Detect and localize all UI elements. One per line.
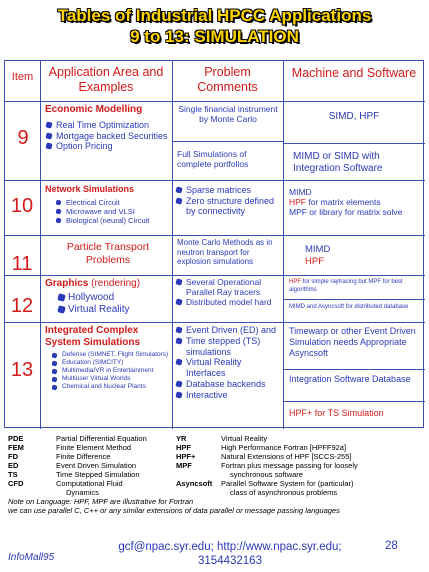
glossary-key: MPF [176,461,192,470]
footer-contact [90,540,370,568]
col-divider [40,61,41,429]
glossary-key: HPF [176,443,191,452]
row-divider [5,235,425,236]
area-title: Graphics [45,278,89,289]
list-item: Sparse matrices [175,185,281,196]
glossary-right [176,434,426,496]
machine-split [283,401,425,402]
problem-cell [175,185,281,217]
col-divider [172,61,173,429]
glossary-value: Natural Extensions of HPF [SCCS-255] [221,452,352,461]
page-number: 28 [385,540,398,552]
machine-line: HPF [305,256,324,267]
row-divider [5,180,425,181]
row-divider [5,275,425,276]
list-item: Multiuser Virtual Worlds [51,375,171,383]
machine-split [283,369,425,370]
area-list [45,198,171,225]
item-number: 9 [17,127,29,149]
footer-brand: InfoMall95 [8,552,55,563]
machine-line: MIMD [289,187,312,197]
header-problem: Problem Comments [197,65,258,94]
area-list [45,292,171,316]
area-title-line [45,278,171,290]
list-item: Chemical and Nuclear Plants [51,383,171,391]
list-item: Several Operational Parallel Ray tracers [175,277,282,297]
problem-list [175,325,283,401]
list-item: Virtual Reality Interfaces [175,357,283,379]
area-title: Network Simulations [45,184,135,194]
area-cell [45,241,171,267]
hpf-label: HPF [289,279,301,285]
footer-phone: 3154432163 [198,555,262,567]
glossary-key: TS [8,470,18,479]
item-number: 13 [10,359,34,381]
machine-split [283,299,425,300]
list-item: Event Driven (ED) and [175,325,283,336]
glossary-key: ED [8,461,19,470]
list-item: Hollywood [57,292,171,304]
list-item: Real Time Optimization [45,120,171,131]
problem-cell [175,325,283,401]
list-item: Multimedia/VR in Entertainment [51,367,171,375]
item-number: 11 [11,253,33,275]
problem-cell [175,277,282,307]
glossary-value: Partial Differential Equation [56,434,147,443]
glossary-value: Finite Element Method [56,443,132,452]
area-list [45,120,171,152]
machine-cell [305,244,415,268]
header-item: Item [11,71,34,83]
area-cell [45,183,171,225]
language-note [8,497,340,515]
problem-text: Full Simulations of complete portfolios [177,149,249,169]
machine-text: MIMD or SIMD with Integration Software [293,151,383,174]
area-cell [45,278,171,316]
list-item: Zero structure defined by connectivity [175,196,281,217]
glossary-value: High Performance Fortran [HPFF92a] [221,443,347,452]
machine-text-rest: for simple raytracing but MPF for best algorithms [289,279,403,293]
machine-text: Timewarp or other Event Driven Simulation needs Appropriate Asyncsoft [289,326,416,358]
hpf-label: HPF [289,197,306,207]
glossary-key: Asyncsoft [176,479,213,488]
machine-cell [289,187,423,217]
glossary-value: Parallel Software System for (particular) [221,479,354,488]
glossary-left [8,434,188,496]
area-title: Particle Transport Problems [66,241,150,266]
machine-line-rest: for matrix elements [308,197,381,207]
list-item: Electrical Circuit [55,198,171,207]
row-divider [5,101,425,102]
list-item: Microwave and VLSI [55,207,171,216]
glossary-value: Finite Difference [56,452,111,461]
area-list [45,351,171,391]
machine-text [289,279,423,294]
glossary-value: Virtual Reality [221,434,268,443]
item-number: 10 [10,195,34,217]
applications-table [4,60,424,428]
glossary-key: YR [176,434,187,443]
list-item: Interactive [175,390,283,401]
list-item: Time stepped (TS) simulations [175,336,283,358]
glossary-key: CFD [8,479,24,488]
glossary-value: synchronous software [230,470,303,479]
list-item: Mortgage backed Securities [45,131,171,142]
glossary-key: FEM [8,443,24,452]
col-divider [283,61,284,429]
list-item: Biological (neural) Circuit [55,216,171,225]
list-item: Option Pricing [45,141,171,152]
machine-line: MIMD [305,244,331,255]
machine-line: MPF or library for matrix solve [289,207,403,217]
list-item: Distributed model hard [175,297,282,307]
glossary-key: PDE [8,434,24,443]
note-line: we can use parallel C, C++ or any similar extensions of data parallel or message passing languages [8,506,340,515]
glossary-value: class of asynchronous problems [230,488,338,497]
header-area: Application Area and Examples [48,65,164,94]
problem-text: Single financial instrument by Monte Carlo [178,104,278,124]
list-item: Database backends [175,379,283,390]
glossary-value: Event Driven Simulation [56,461,137,470]
area-cell [45,325,171,391]
list-item: Education (SIMCITY) [51,359,171,367]
glossary-key: HPF+ [176,452,196,461]
glossary-value: Dynamics [66,488,99,497]
problem-split [172,141,283,142]
machine-text: SIMD, HPF [328,111,380,122]
problem-list [175,185,281,217]
glossary-key: FD [8,452,18,461]
glossary-value: Time Stepped Simulation [56,470,140,479]
page-title-line1: Tables of Industrial HPCC Applications [57,6,372,25]
note-line: Note on Language: HPF, MPF are illustrative for Fortran [8,497,194,506]
area-title: Economic Modelling [45,104,143,115]
problem-list [175,277,282,307]
list-item: Defense (SIMNET, Flight Simulators) [51,351,171,359]
machine-text: Integration Software Database [289,374,411,384]
machine-text: MIMD and Asyncsoft for distributed database [289,304,409,310]
area-title: Integrated Complex System Simulations [45,325,141,348]
glossary-value: Computational Fluid [56,479,123,488]
area-cell [45,104,171,152]
area-title-suffix: (rendering) [91,278,141,289]
machine-text: HPF+ for TS Simulation [289,408,384,418]
header-machine: Machine and Software [291,66,417,80]
page-title-line2: 9 to 13: SIMULATION [130,27,299,46]
item-number: 12 [10,295,34,317]
footer-contact-line: gcf@npac.syr.edu; http://www.npac.syr.edu; [118,541,342,553]
problem-text: Monte Carlo Methods as in neutron transport for explosion simulations [177,238,273,266]
glossary-value: Fortran plus message passing for loosely [221,461,358,470]
machine-line [289,197,423,207]
list-item: Virtual Reality [57,304,171,316]
row-divider [5,322,425,323]
machine-split [283,143,425,144]
